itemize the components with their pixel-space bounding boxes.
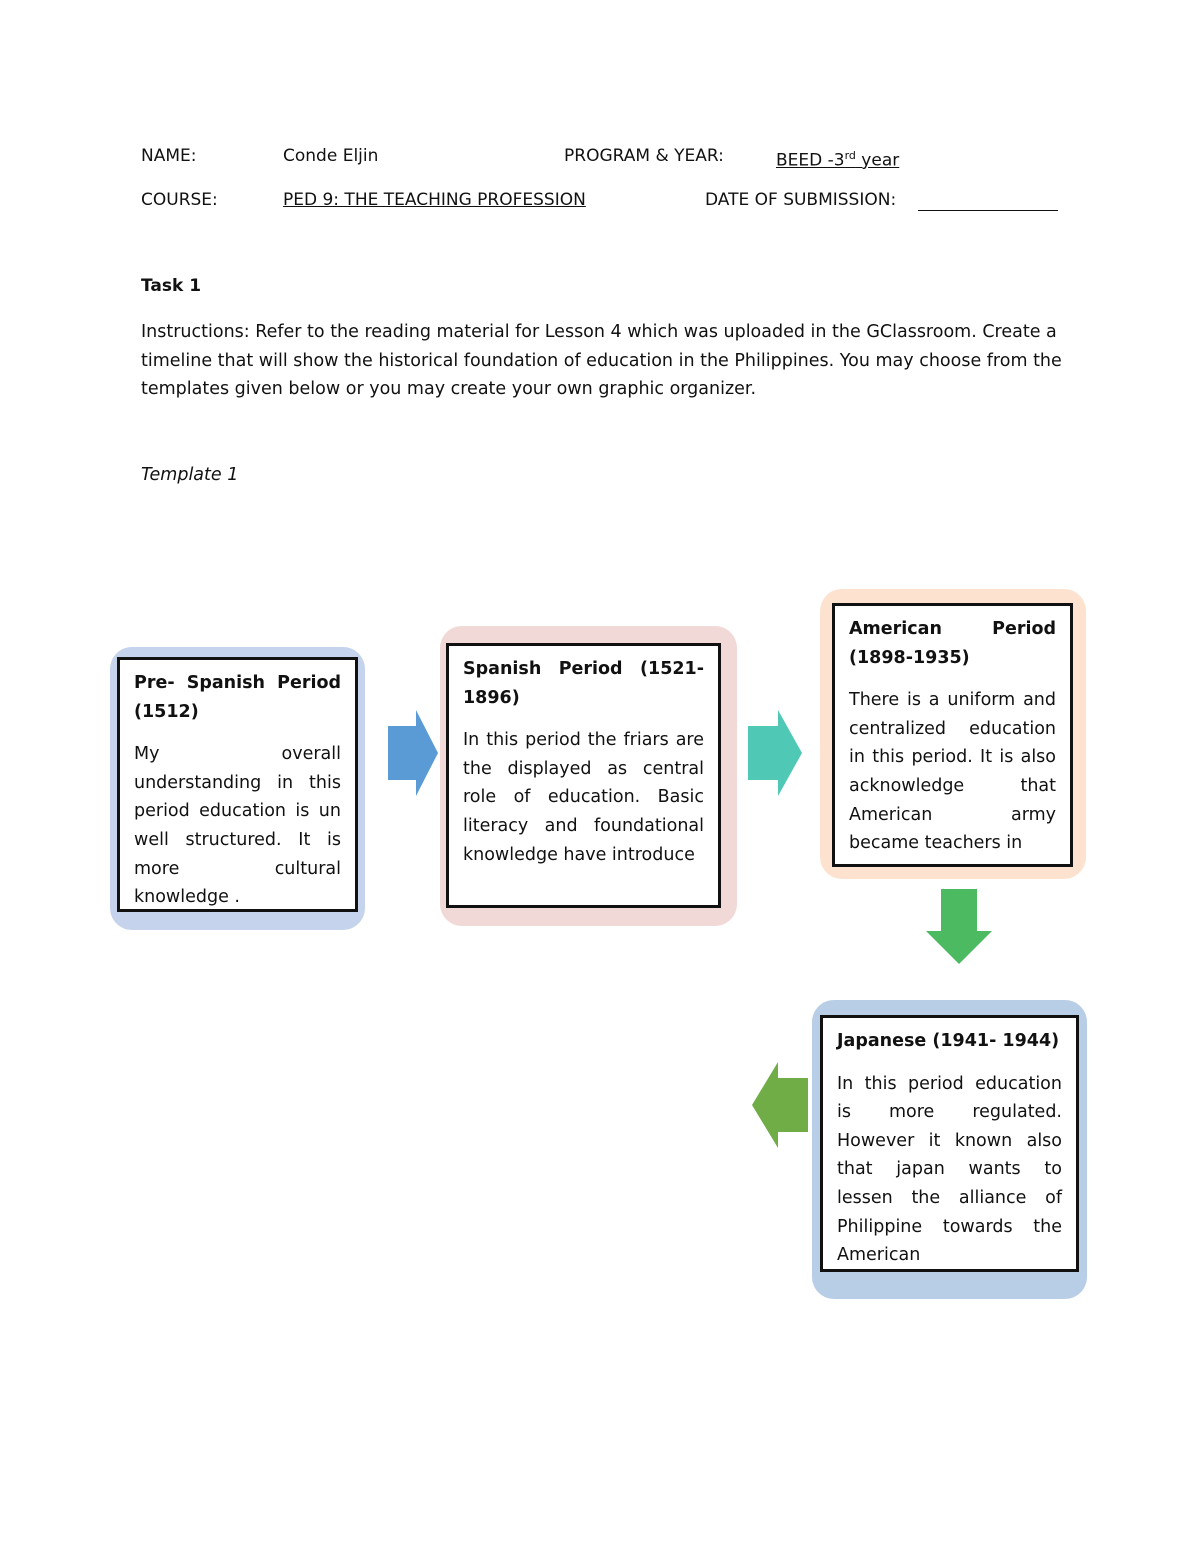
name-label: NAME: bbox=[141, 146, 197, 166]
date-label: DATE OF SUBMISSION: bbox=[705, 190, 897, 210]
timeline-title: Pre- Spanish Period (1512) bbox=[134, 673, 341, 722]
timeline-body: My overall understanding in this period education is un well structured. It is more cultural knowledge . bbox=[134, 744, 341, 908]
arrow-left-icon bbox=[750, 1060, 810, 1150]
timeline-body: There is a uniform and centralized education in this period. It is also acknowledge that American army became teachers in bbox=[849, 690, 1056, 854]
timeline-box-american bbox=[832, 603, 1073, 867]
name-value: Conde Eljin bbox=[283, 146, 379, 166]
instructions-text: Instructions: Refer to the reading material for Lesson 4 which was uploaded in the GClassroom. Create a timeline that will show the historical foundation of education in the Philippines. You may choose from the templates given below or you may create your own graphic organizer. bbox=[141, 322, 1062, 399]
timeline-title: American Period (1898-1935) bbox=[849, 619, 1056, 668]
program-value-suffix: year bbox=[855, 150, 900, 171]
arrow-down-icon bbox=[924, 887, 994, 967]
template-label: Template 1 bbox=[141, 465, 239, 485]
timeline-title: Spanish Period (1521-1896) bbox=[463, 659, 704, 708]
program-value-prefix: BEED -3 bbox=[776, 150, 845, 171]
program-value bbox=[776, 145, 899, 172]
program-label: PROGRAM & YEAR: bbox=[564, 146, 724, 166]
arrow-right-icon bbox=[746, 708, 806, 798]
task-title: Task 1 bbox=[141, 276, 202, 296]
timeline-title: Japanese (1941- 1944) bbox=[837, 1031, 1060, 1051]
timeline-box-japanese bbox=[820, 1015, 1079, 1272]
program-value-sup: rd bbox=[844, 149, 856, 162]
date-blank-line bbox=[918, 192, 1058, 211]
course-value: PED 9: THE TEACHING PROFESSION bbox=[283, 190, 586, 210]
timeline-body: In this period the friars are the displayed as central role of education. Basic literacy and foundational knowledge have introduce bbox=[463, 730, 704, 865]
timeline-body: In this period education is more regulated. However it known also that japan wants to lessen the alliance of Philippine towards the American bbox=[837, 1073, 1062, 1266]
timeline-box-spanish bbox=[446, 643, 721, 908]
course-label: COURSE: bbox=[141, 190, 218, 210]
arrow-right-icon bbox=[386, 708, 442, 798]
timeline-box-pre-spanish bbox=[117, 657, 358, 912]
